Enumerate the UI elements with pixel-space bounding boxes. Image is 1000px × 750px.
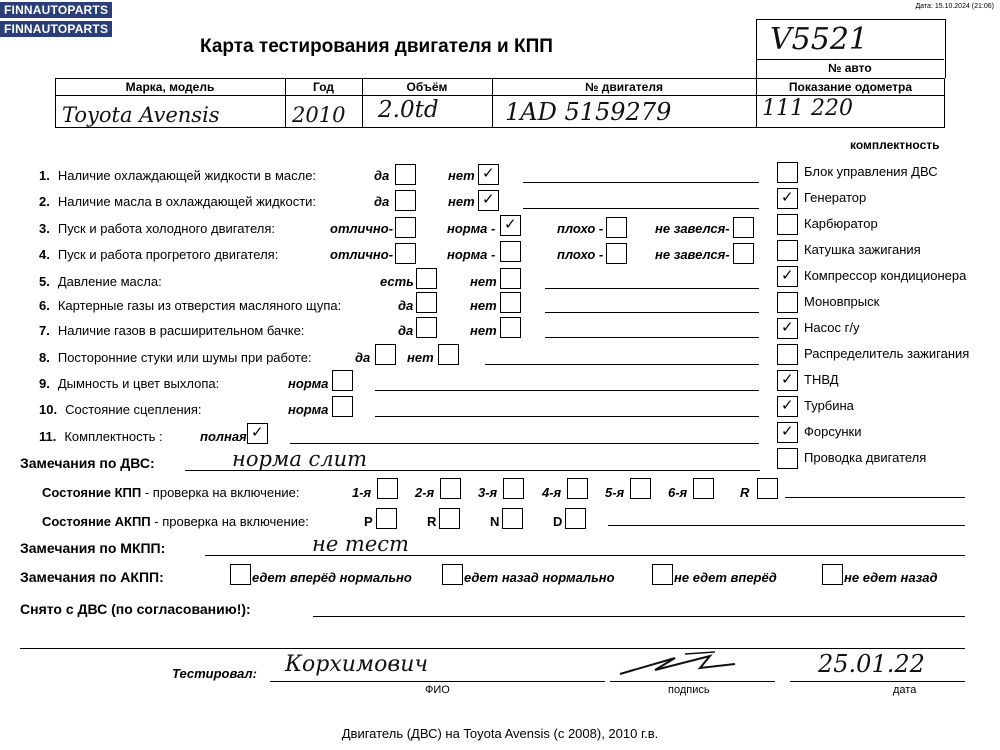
equipment-label-8: ТНВД	[804, 372, 839, 387]
q8-no[interactable]	[438, 344, 459, 365]
opt-yes-7: да	[398, 323, 414, 338]
underline	[523, 182, 759, 183]
auto-gear-box-3[interactable]	[565, 508, 586, 529]
opt-nostart-3: не завелся-	[655, 221, 730, 236]
manual-gear-box-5[interactable]	[693, 478, 714, 499]
opt-no-6: нет	[470, 298, 497, 313]
manual-gear-label-1: 2-я	[415, 485, 435, 500]
q9-normal[interactable]	[332, 370, 353, 391]
question-10	[39, 402, 202, 417]
question-number: 6.	[39, 298, 50, 313]
tested-label: Тестировал:	[172, 666, 257, 681]
manual-gear-box-1[interactable]	[440, 478, 461, 499]
header-col-year: Год	[313, 80, 334, 94]
auto-gear-label-2: N	[490, 514, 500, 529]
value-year: 2010	[292, 103, 346, 127]
equipment-label-4: Компрессор кондиционера	[804, 268, 967, 283]
question-number: 9.	[39, 376, 50, 391]
auto-gear-label-3: D	[553, 514, 563, 529]
header-col-odometer: Показание одометра	[788, 80, 913, 94]
equipment-checkbox-3[interactable]	[777, 240, 798, 261]
equipment-checkbox-0[interactable]	[777, 162, 798, 183]
question-6	[39, 298, 341, 313]
question-text: Наличие масла в охлаждающей жидкости:	[57, 194, 317, 209]
opt-no-5: нет	[470, 274, 497, 289]
auto-gear-label-0: P	[364, 514, 373, 529]
signature-mark	[615, 648, 745, 680]
question-number: 11.	[39, 429, 57, 444]
underline	[375, 390, 759, 391]
q3-normal-mark: ✓	[504, 215, 517, 233]
opt-present-5: есть	[380, 274, 414, 289]
header-col-model: Марка, модель	[125, 80, 215, 94]
auto-remark-box-0[interactable]	[230, 564, 251, 585]
auto-gear-box-0[interactable]	[376, 508, 397, 529]
q4-excellent[interactable]	[395, 243, 416, 264]
opt-normal-10: норма	[288, 402, 329, 417]
print-date: Дата: 15.10.2024 (21:06)	[915, 3, 994, 10]
equipment-label-3: Катушка зажигания	[804, 242, 921, 257]
question-text: Картерные газы из отверстия масляного щупа:	[57, 298, 342, 313]
underline	[523, 208, 759, 209]
equipment-checkbox-10-mark: ✓	[781, 422, 794, 440]
equipment-checkbox-8-mark: ✓	[781, 370, 794, 388]
question-number: 8.	[39, 350, 50, 365]
car-number-value: V5521	[770, 22, 869, 57]
opt-excellent-3: отлично-	[330, 221, 394, 236]
value-engine-number: 1AD 5159279	[505, 98, 672, 126]
opt-no-7: нет	[470, 323, 497, 338]
fio-caption: ФИО	[425, 684, 450, 696]
q8-yes[interactable]	[375, 344, 396, 365]
auto-remark-box-2[interactable]	[652, 564, 673, 585]
opt-yes-8: да	[355, 350, 371, 365]
auto-gear-label-1: R	[427, 514, 437, 529]
underline	[485, 364, 759, 365]
manual-gear-box-2[interactable]	[503, 478, 524, 499]
question-8	[39, 350, 312, 365]
q5-no[interactable]	[500, 268, 521, 289]
opt-no-8: нет	[407, 350, 434, 365]
manual-gear-box-6[interactable]	[757, 478, 778, 499]
underline	[545, 288, 759, 289]
q6-no[interactable]	[500, 292, 521, 313]
q4-bad[interactable]	[606, 243, 627, 264]
question-number: 7.	[39, 323, 50, 338]
manual-gear-label-2: 3-я	[478, 485, 498, 500]
opt-normal-9: норма	[288, 376, 329, 391]
q4-normal[interactable]	[500, 241, 521, 262]
question-text: Наличие газов в расширительном бачке:	[57, 323, 305, 338]
opt-no-2: нет	[448, 194, 475, 209]
q10-normal[interactable]	[332, 396, 353, 417]
question-number: 10.	[39, 402, 58, 417]
opt-normal-3: норма -	[447, 221, 496, 236]
auto-remark-label-1: едет назад нормально	[464, 570, 615, 585]
underline	[545, 337, 759, 338]
equipment-title: комплектность	[850, 138, 940, 152]
question-text: Состояние сцепления:	[65, 402, 202, 417]
equipment-label-1: Генератор	[804, 190, 867, 205]
value-volume: 2.0td	[378, 97, 439, 123]
equipment-checkbox-7[interactable]	[777, 344, 798, 365]
q1-no-mark: ✓	[482, 164, 495, 182]
page-title: Карта тестирования двигателя и КПП	[200, 36, 553, 57]
q2-no-mark: ✓	[482, 190, 495, 208]
date-value: 25.01.22	[818, 650, 925, 678]
equipment-label-2: Карбюратор	[804, 216, 878, 231]
q6-yes[interactable]	[416, 292, 437, 313]
value-odometer: 111 220	[762, 96, 853, 121]
manual-gear-label-4: 5-я	[605, 485, 625, 500]
auto-gearbox-label: Состояние АКПП - проверка на включение:	[42, 514, 309, 529]
equipment-label-6: Насос г/у	[804, 320, 860, 335]
equipment-label-5: Моновпрыск	[804, 294, 880, 309]
q7-yes[interactable]	[416, 317, 437, 338]
sign-caption: подпись	[668, 684, 710, 696]
question-1	[39, 168, 316, 183]
opt-bad-3: плохо -	[557, 221, 604, 236]
q7-no[interactable]	[500, 317, 521, 338]
question-2	[39, 194, 316, 209]
equipment-checkbox-5[interactable]	[777, 292, 798, 313]
q1-yes[interactable]	[395, 164, 416, 185]
equipment-checkbox-11[interactable]	[777, 448, 798, 469]
remarks-manual-label: Замечания по МКПП:	[20, 540, 166, 556]
tester-name-handwriting: Корхимович	[285, 652, 429, 677]
opt-no-1: нет	[448, 168, 475, 183]
question-text: Посторонние стуки или шумы при работе:	[57, 350, 312, 365]
auto-remark-box-1[interactable]	[442, 564, 463, 585]
question-4	[39, 247, 278, 262]
question-number: 1.	[39, 168, 50, 183]
opt-nostart-4: не завелся-	[655, 247, 730, 262]
manual-gear-box-3[interactable]	[567, 478, 588, 499]
question-text: Наличие охлаждающей жидкости в масле:	[57, 168, 317, 183]
question-number: 2.	[39, 194, 50, 209]
question-5	[39, 274, 162, 289]
opt-yes-6: да	[398, 298, 414, 313]
auto-remark-box-3[interactable]	[822, 564, 843, 585]
finnautoparts-logo: FINNAUTOPARTS	[0, 2, 112, 18]
equipment-label-11: Проводка двигателя	[804, 450, 927, 465]
q3-nostart[interactable]	[733, 217, 754, 238]
finnautoparts-logo-secondary: FINNAUTOPARTS	[0, 21, 112, 37]
car-number-label: № авто	[828, 61, 872, 75]
q11-full-mark: ✓	[251, 423, 264, 441]
underline	[375, 416, 759, 417]
question-number: 3.	[39, 221, 50, 236]
opt-bad-4: плохо -	[557, 247, 604, 262]
q2-yes[interactable]	[395, 190, 416, 211]
question-7	[39, 323, 304, 338]
question-11	[39, 429, 163, 444]
question-text: Комплектность :	[64, 429, 163, 444]
auto-remark-label-2: не едет вперёд	[674, 570, 777, 585]
removed-label: Снято с ДВС (по согласованию!):	[20, 601, 251, 617]
remarks-engine-label: Замечания по ДВС:	[20, 455, 155, 471]
equipment-checkbox-6-mark: ✓	[781, 318, 794, 336]
manual-gear-label-3: 4-я	[542, 485, 562, 500]
q3-bad[interactable]	[606, 217, 627, 238]
q4-nostart[interactable]	[733, 243, 754, 264]
opt-excellent-4: отлично-	[330, 247, 394, 262]
question-9	[39, 376, 219, 391]
underline	[545, 312, 759, 313]
remarks-auto-label: Замечания по АКПП:	[20, 569, 164, 585]
equipment-checkbox-1-mark: ✓	[781, 188, 794, 206]
manual-gear-label-6: R	[740, 485, 750, 500]
underline	[290, 443, 759, 444]
question-text: Давление масла:	[57, 274, 162, 289]
opt-full-11: полная	[200, 429, 247, 444]
manual-gearbox-label: Состояние КПП - проверка на включение:	[42, 485, 300, 500]
equipment-checkbox-2[interactable]	[777, 214, 798, 235]
equipment-label-10: Форсунки	[804, 424, 862, 439]
auto-gear-box-2[interactable]	[502, 508, 523, 529]
q5-present[interactable]	[416, 268, 437, 289]
equipment-checkbox-9-mark: ✓	[781, 396, 794, 414]
opt-yes-1: да	[374, 168, 390, 183]
question-text: Пуск и работа холодного двигателя:	[57, 221, 275, 236]
manual-gear-box-4[interactable]	[630, 478, 651, 499]
question-3	[39, 221, 275, 236]
question-number: 5.	[39, 274, 50, 289]
header-col-volume: Объём	[406, 80, 448, 94]
remarks-engine-value: норма слит	[232, 447, 368, 471]
image-caption: Двигатель (ДВС) на Toyota Avensis (с 2008), 2010 г.в.	[341, 726, 659, 741]
equipment-checkbox-4-mark: ✓	[781, 266, 794, 284]
equipment-label-7: Распределитель зажигания	[804, 346, 970, 361]
opt-yes-2: да	[374, 194, 390, 209]
manual-gear-label-0: 1-я	[352, 485, 372, 500]
question-text: Пуск и работа прогретого двигателя:	[57, 247, 279, 262]
manual-gear-label-5: 6-я	[668, 485, 688, 500]
date-caption: дата	[893, 684, 917, 696]
equipment-label-0: Блок управления ДВС	[804, 164, 938, 179]
opt-normal-4: норма -	[447, 247, 496, 262]
q3-excellent[interactable]	[395, 217, 416, 238]
auto-remark-label-0: едет вперёд нормально	[252, 570, 412, 585]
question-number: 4.	[39, 247, 50, 262]
question-text: Дымность и цвет выхлопа:	[57, 376, 220, 391]
value-model: Toyota Avensis	[62, 103, 220, 127]
manual-gear-box-0[interactable]	[377, 478, 398, 499]
header-col-engine-number: № двигателя	[585, 80, 663, 94]
equipment-label-9: Турбина	[804, 398, 854, 413]
auto-remark-label-3: не едет назад	[844, 570, 938, 585]
remarks-manual-value: не тест	[312, 532, 409, 556]
auto-gear-box-1[interactable]	[439, 508, 460, 529]
